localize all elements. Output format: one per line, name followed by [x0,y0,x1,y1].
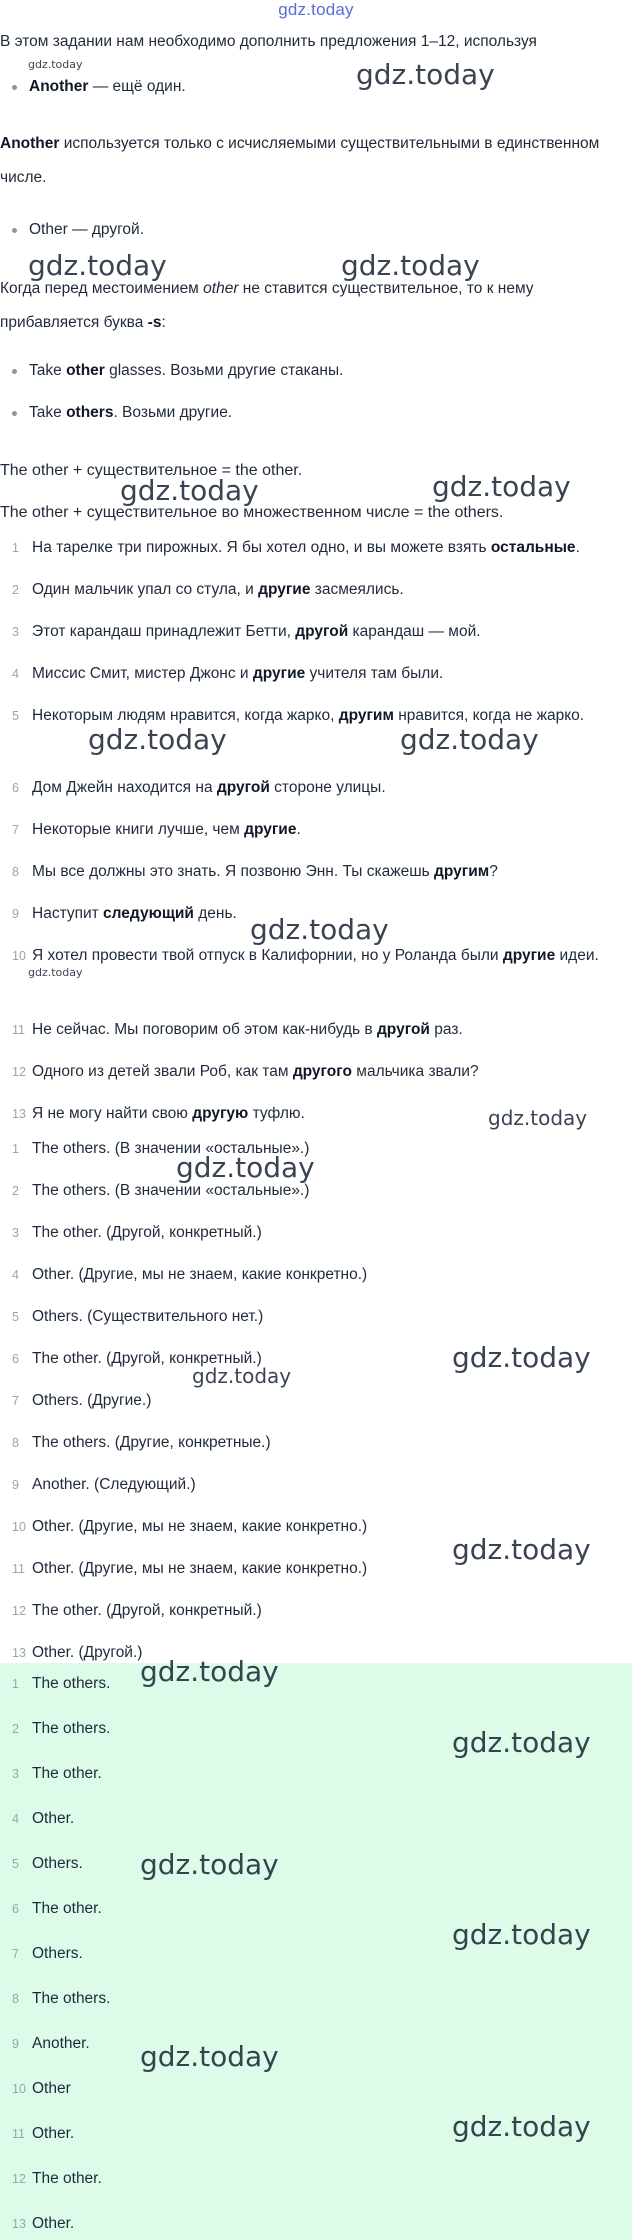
item-number: 10 [12,949,26,963]
item-text: Other. [32,2215,75,2232]
item-number: 8 [12,1436,19,1450]
list-item [0,776,625,806]
watermark: gdz.today [140,2040,279,2073]
item-text: Этот карандаш принадлежит Бетти, другой карандаш — мой. [32,623,481,640]
watermark: gdz.today [452,1341,591,1374]
list-item [0,1221,625,1251]
list-item [0,1473,625,1503]
item-number: 10 [12,1520,26,1534]
list-item [0,536,625,566]
list-item [0,2032,625,2060]
item-text: Один мальчик упал со стула, и другие засмеялись. [32,581,404,598]
list-item [0,2122,625,2150]
bullet-dot-icon [12,228,17,233]
item-text: Other. [32,1810,75,1827]
item-text: Other. (Другие, мы не знаем, какие конкретно.) [32,1518,368,1535]
watermark: gdz.today [356,58,495,91]
watermark: gdz.today [120,474,259,507]
item-number: 11 [12,1023,25,1037]
item-text: Миссис Смит, мистер Джонс и другие учителя там были. [32,665,444,682]
item-text: The other. [32,1900,102,1917]
para-other: Когда перед местоимением other не ставится существительное, то к нему прибавляется буква -s: [0,280,534,331]
list-item [0,1389,625,1419]
item-text: Не сейчас. Мы поговорим об этом как-нибудь в другой раз. [32,1021,463,1038]
bullet-other [0,215,620,245]
bullet-dot-icon [12,411,17,416]
list-item [0,1179,625,1209]
list-item [0,1852,625,1880]
list-item [0,1897,625,1925]
list-item [0,1060,625,1090]
watermark: gdz.today [176,1151,315,1184]
item-number: 11 [12,1562,25,1576]
watermark: gdz.today [400,723,539,756]
list-item [0,944,625,1000]
item-number: 4 [12,667,19,681]
item-text: Other [32,2080,71,2097]
list-item [0,620,625,650]
watermark: gdz.today [28,249,167,282]
item-text: The other. [32,2170,102,2187]
item-text: Мы все должны это знать. Я позвоню Энн. Ты скажешь другим? [32,863,498,880]
item-text: The others. [32,1990,111,2007]
list-item [0,1557,625,1587]
bullet-another-text: Another — ещё один. [29,78,186,95]
item-number: 5 [12,1310,19,1324]
item-text: The other. (Другой, конкретный.) [32,1602,262,1619]
watermark: gdz.today [341,249,480,282]
list-item [0,1515,625,1545]
site-logo[interactable]: gdz.today [278,0,354,19]
item-text: Another. (Следующий.) [32,1476,196,1493]
item-number: 7 [12,1394,19,1408]
item-number: 2 [12,583,19,597]
item-number: 2 [12,1722,19,1736]
bullet-dot-icon [12,369,17,374]
item-number: 1 [12,1677,19,1691]
item-number: 13 [12,1646,26,1660]
item-text: The other. (Другой, конкретный.) [32,1350,262,1367]
list-item [0,704,625,760]
item-number: 13 [12,1107,26,1121]
item-number: 6 [12,781,19,795]
item-number: 7 [12,823,19,837]
item-text: Наступит следующий день. [32,905,237,922]
item-text: Я хотел провести твой отпуск в Калифорнии, но у Роланда были другие идеи. [32,947,599,964]
watermark: gdz.today [28,966,83,979]
item-number: 4 [12,1268,19,1282]
item-text: The others. [32,1720,111,1737]
item-number: 3 [12,625,19,639]
item-text: The others. [32,1675,111,1692]
item-text: Other. (Другие, мы не знаем, какие конкретно.) [32,1266,368,1283]
list-item [0,1987,625,2015]
item-number: 8 [12,1992,19,2006]
item-text: Others. (Другие.) [32,1392,152,1409]
item-text: Other. [32,2125,75,2142]
list-item [0,578,625,608]
item-text: Дом Джейн находится на другой стороне улицы. [32,779,386,796]
watermark: gdz.today [88,723,227,756]
list-item [0,2212,625,2240]
item-number: 13 [12,2217,26,2231]
item-text: На тарелке три пирожных. Я бы хотел одно, и вы можете взять остальные. [32,539,580,556]
item-number: 7 [12,1947,19,1961]
item-number: 1 [12,1142,19,1156]
bullet-other-text: Other — другой. [29,221,145,238]
item-text: Others. (Существительного нет.) [32,1308,264,1325]
list-item [0,1942,625,1970]
watermark: gdz.today [488,1106,588,1130]
item-text: Another. [32,2035,90,2052]
list-item [0,1717,625,1745]
item-number: 12 [12,1065,26,1079]
bullet-another [0,72,620,102]
watermark: gdz.today [452,1533,591,1566]
watermark: gdz.today [140,1848,279,1881]
list-item [0,1807,625,1835]
list-item [0,662,625,692]
list-item [0,1762,625,1790]
item-text: The others. (Другие, конкретные.) [32,1434,271,1451]
list-item [0,1305,625,1335]
item-number: 12 [12,1604,26,1618]
para-another: Another используется только с исчисляемыми существительными в единственном числе. [0,135,600,186]
watermark: gdz.today [28,58,83,71]
list-item [0,1102,625,1132]
list-item [0,1599,625,1629]
item-number: 10 [12,2082,26,2096]
watermark: gdz.today [432,470,571,503]
item-text: Я не могу найти свою другую туфлю. [32,1105,305,1122]
item-number: 6 [12,1352,19,1366]
list-item [0,1263,625,1293]
list-item [0,2167,625,2195]
list-item [0,1018,625,1048]
item-number: 5 [12,1857,19,1871]
item-text: Other. (Другие, мы не знаем, какие конкретно.) [32,1560,368,1577]
watermark: gdz.today [250,913,389,946]
item-text: Others. [32,1945,83,1962]
item-text: Other. (Другой.) [32,1644,143,1661]
item-number: 3 [12,1226,19,1240]
item-number: 6 [12,1902,19,1916]
list-item [0,1431,625,1461]
list-item [0,1137,625,1167]
item-number: 4 [12,1812,19,1826]
list-item [0,818,625,848]
item-number: 9 [12,907,19,921]
example-1: Take other glasses. Возьми другие стаканы. [0,356,620,386]
item-number: 1 [12,541,19,555]
rule-2: The other + существительное во множественном числе = the others. [0,504,504,521]
watermark: gdz.today [452,1918,591,1951]
watermark: gdz.today [140,1655,279,1688]
rule-1: The other + существительное = the other. [0,462,303,479]
list-item [0,1347,625,1377]
example-2: Take others. Возьми другие. [0,398,620,428]
watermark: gdz.today [192,1364,292,1388]
intro-text: В этом задании нам необходимо дополнить предложения 1–12, используя [0,33,537,50]
item-number: 11 [12,2127,25,2141]
item-text: The other. (Другой, конкретный.) [32,1224,262,1241]
item-number: 9 [12,2037,19,2051]
list-item [0,902,625,932]
item-text: The others. (В значении «остальные».) [32,1140,310,1157]
item-text: The others. (В значении «остальные».) [32,1182,310,1199]
list-item [0,2077,625,2105]
item-number: 2 [12,1184,19,1198]
item-text: The other. [32,1765,102,1782]
list-item [0,860,625,890]
item-number: 5 [12,709,19,723]
item-text: Others. [32,1855,83,1872]
item-number: 3 [12,1767,19,1781]
item-text: Одного из детей звали Роб, как там другого мальчика звали? [32,1063,479,1080]
item-number: 8 [12,865,19,879]
item-number: 9 [12,1478,19,1492]
bullet-dot-icon [12,85,17,90]
list-item [0,1672,625,1700]
item-text: Некоторым людям нравится, когда жарко, другим нравится, когда не жарко. [32,707,585,724]
item-number: 12 [12,2172,26,2186]
watermark: gdz.today [452,2110,591,2143]
watermark: gdz.today [452,1726,591,1759]
item-text: Некоторые книги лучше, чем другие. [32,821,301,838]
